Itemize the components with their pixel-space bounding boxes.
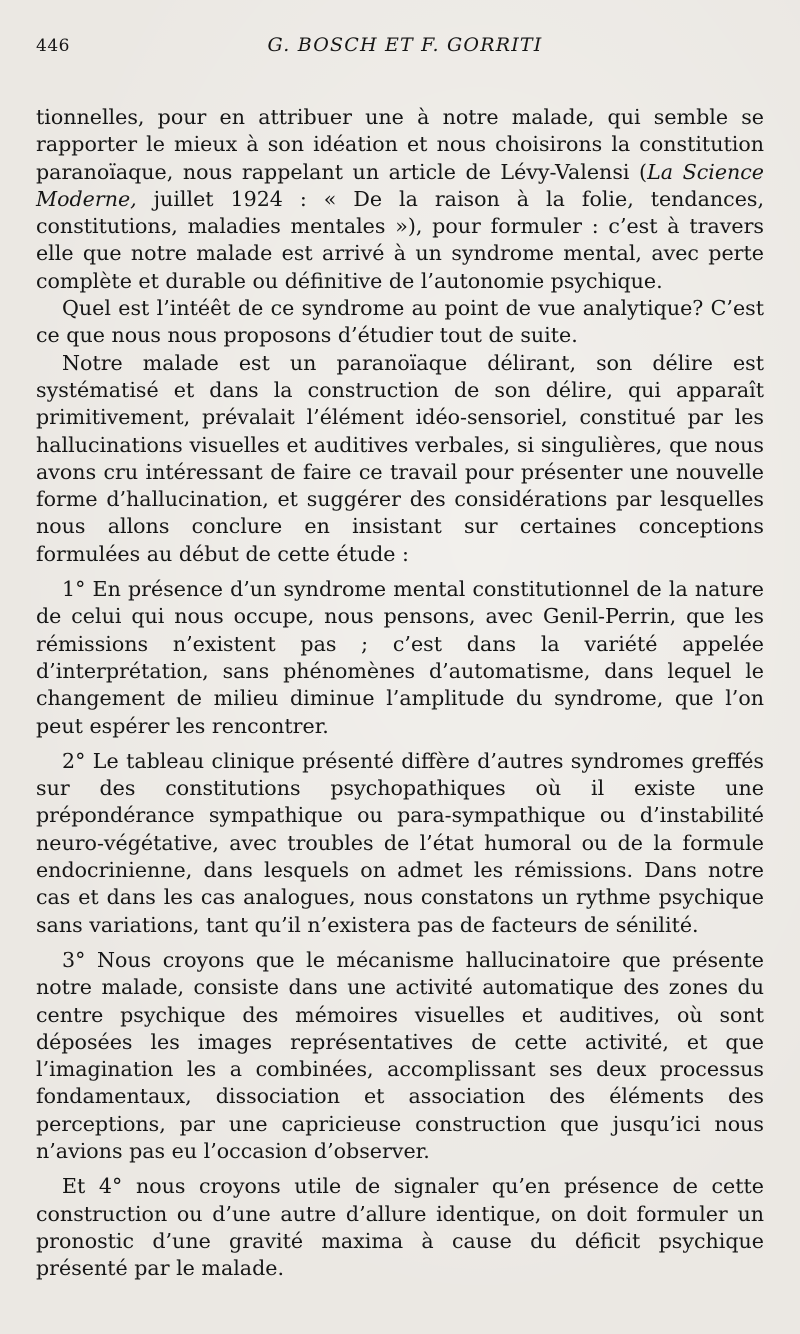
running-title: G. BOSCH ET F. GORRITI <box>267 34 543 56</box>
conclusion-3: 3° Nous croyons que le mécanisme hallucinatoire que présente notre malade, consiste dans une activité automatique des zones du centre psychique des mémoires visuelles et auditives, où sont déposées les images représentatives de cette activité, et que l’imagination les a combinées, accomplissant ses deux processus fondamentaux, dissociation et association des éléments des perceptions, par une capricieuse construction que jusqu’ici nous n’avions pas eu l’occasion d’observer. <box>36 947 764 1163</box>
paragraph-1 <box>36 104 764 295</box>
body-text <box>36 104 764 1282</box>
conclusion-2: 2° Le tableau clinique présenté diffère d’autres syndromes greffés sur des constitutions psychopathiques où il existe une prépondérance sympathique ou para-sympathique ou d’instabilité neuro-végétative, avec troubles de l’état humoral ou de la formule endocrinienne, dans lesquels on admet les rémissions. Dans notre cas et dans les cas analogues, nous constatons un rythme psychique sans variations, tant qu’il n’existera pas de facteurs de sénilité. <box>36 748 764 937</box>
page-number: 446 <box>36 36 70 56</box>
conclusion-4: Et 4° nous croyons utile de signaler qu’en présence de cette construction ou d’une autre d’allure identique, on doit formuler un pronostic d’une gravité maxima à cause du déficit psychique présenté par le malade. <box>36 1174 764 1281</box>
journal-title: La Science Moderne, <box>36 159 764 211</box>
page-header <box>36 30 774 60</box>
paragraph-1-text-b: juillet 1924 : « De la raison à la folie, tendances, constitutions, maladies mentales »), pour formuler : c’est à travers elle que notre malade est arrivé à un syndrome mental, avec perte complète et durable ou définitive de l’autonomie psychique. <box>36 186 764 293</box>
paragraph-1-text-a: tionnelles, pour en attribuer une à notre malade, qui semble se rapporter le mieux à son idéation et nous choisirons la constitution paranoïaque, nous rappelant un article de Lévy-Valensi ( <box>36 105 764 184</box>
paragraph-3: Notre malade est un paranoïaque délirant, son délire est systématisé et dans la construction de son délire, qui apparaît primitivement, prévalait l’élément idéo-sensoriel, constitué par les hallucinations visuelles et auditives verbales, si singulières, que nous avons cru intéressant de faire ce travail pour présenter une nouvelle forme d’hallucination, et suggérer des considérations par lesquelles nous allons conclure en insistant sur certaines conceptions formulées au début de cette étude : <box>36 350 764 566</box>
conclusion-1: 1° En présence d’un syndrome mental constitutionnel de la nature de celui qui nous occupe, nous pensons, avec Genil-Perrin, que les rémissions n’existent pas ; c’est dans la variété appelée d’interprétation, sans phénomènes d’automatisme, dans lequel le changement de milieu diminue l’amplitude du syndrome, que l’on peut espérer les rencontrer. <box>36 577 764 738</box>
paragraph-2: Quel est l’intéêt de ce syndrome au point de vue analytique? C’est ce que nous nous proposons d’étudier tout de suite. <box>36 296 764 348</box>
